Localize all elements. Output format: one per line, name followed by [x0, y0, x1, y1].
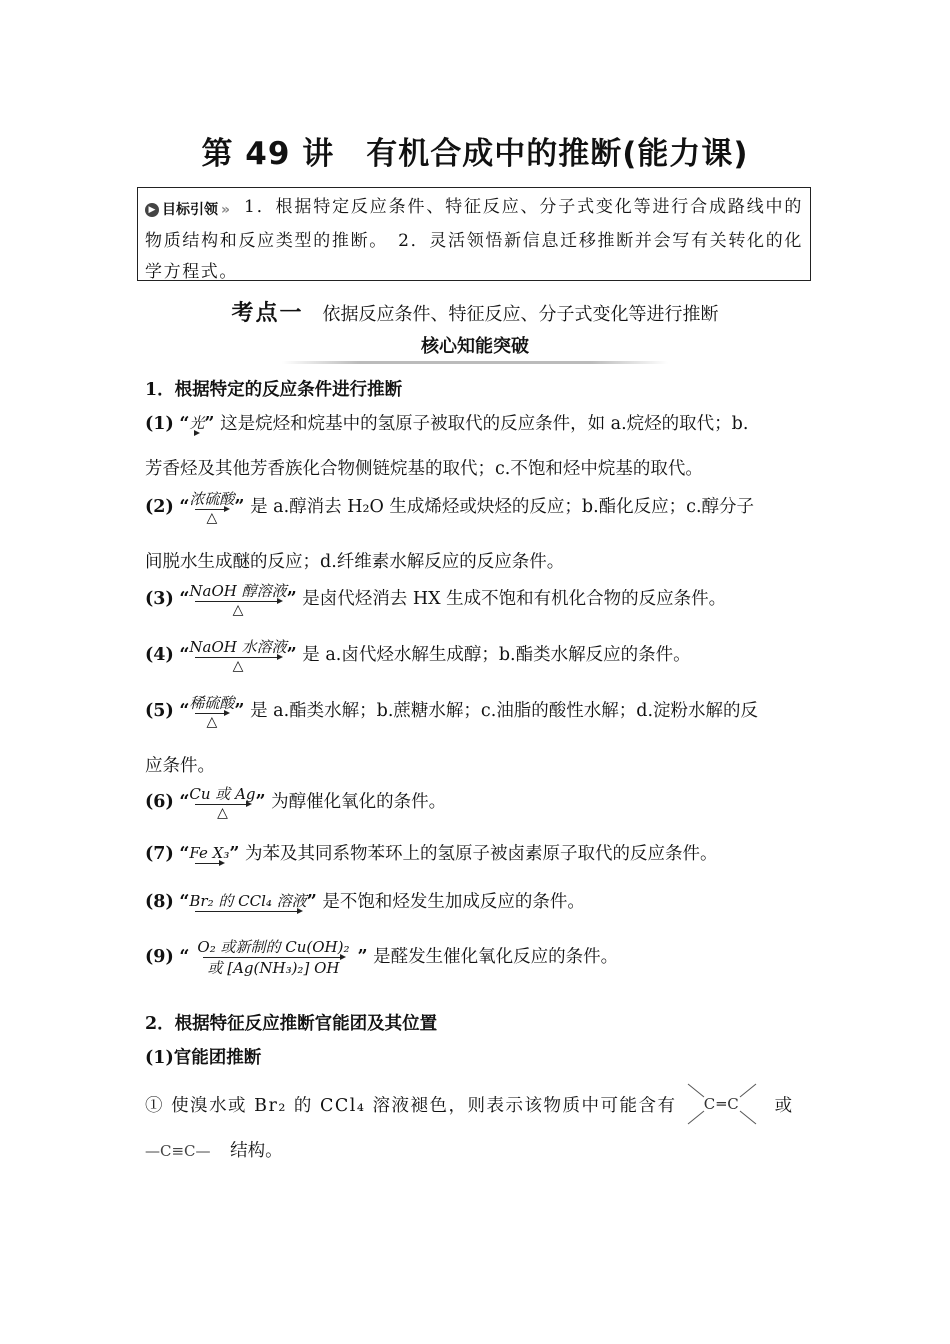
list-item: (7) “ Fe X₃ ” 为苯及其同系物苯环上的氢原子被卤素原子取代的反应条件。 — [145, 844, 718, 864]
list-item: (2) “ 浓硫酸 △ ” 是 a.醇消去 H₂O 生成烯烃或炔烃的反应；b.酯化反应；c.醇分子 — [145, 490, 755, 526]
list-item: (4) “ NaOH 水溶液 △ ” 是 a.卤代烃水解生成醇；b.酯类水解反应的条件。 — [145, 638, 691, 674]
alkyne-structure: —C≡C— — [145, 1142, 211, 1160]
list-item: (3) “ NaOH 醇溶液 △ ” 是卤代烃消去 HX 生成不饱和有机化合物的反应条件。 — [145, 582, 727, 618]
subsection-rule — [282, 361, 668, 364]
alkene-structure — [684, 1080, 760, 1133]
double-chevron-icon: » — [221, 201, 231, 218]
reaction-condition: NaOH 醇溶液 △ — [189, 582, 287, 618]
list-item-continuation: —C≡C— 结构。 — [145, 1141, 283, 1161]
subsection-title: 核心知能突破 — [421, 336, 529, 357]
section-heading — [0, 296, 950, 327]
reaction-condition: 浓硫酸 △ — [189, 490, 235, 526]
list-item-continuation: 应条件。 — [145, 756, 215, 776]
reaction-condition: 光 — [189, 414, 205, 432]
reaction-condition: O₂ 或新制的 Cu(OH)₂ 或 [Ag(NH₃)₂] OH — [197, 938, 350, 977]
page-title: 第 49 讲 有机合成中的推断(能力课) — [201, 136, 749, 172]
list-item-continuation: 间脱水生成醚的反应；d.纤维素水解反应的反应条件。 — [145, 552, 565, 572]
play-icon: ▶ — [145, 203, 159, 217]
section-label: 考点一 — [231, 301, 304, 326]
learning-goal-box — [137, 187, 811, 281]
reaction-condition: Cu 或 Ag △ — [189, 785, 256, 821]
list-item: (1) “ 光 ” 这是烷烃和烷基中的氢原子被取代的反应条件，如 a.烷烃的取代；b. — [145, 414, 749, 434]
goal-tag — [145, 195, 230, 226]
reaction-condition: 稀硫酸 △ — [189, 694, 235, 730]
list-item-continuation: 芳香烃及其他芳香族化合物侧链烷基的取代；c.不饱和烃中烷基的取代。 — [145, 459, 703, 479]
subsection-heading — [282, 332, 668, 364]
part2-subheading: (1)官能团推断 — [145, 1048, 262, 1068]
svg-text:C═C: C═C — [703, 1095, 740, 1113]
part2-heading: 2．根据特征反应推断官能团及其位置 — [145, 1014, 438, 1034]
reaction-condition: Fe X₃ — [189, 844, 230, 862]
goal-text: 1．根据特定反应条件、特征反应、分子式变化等进行合成路线中的物质结构和反应类型的推断。 2．灵活领悟新信息迁移推断并会写有关转化的化学方程式。 — [145, 197, 803, 282]
list-item: (6) “ Cu 或 Ag △ ” 为醇催化氧化的条件。 — [145, 785, 447, 821]
reaction-condition: NaOH 水溶液 △ — [189, 638, 287, 674]
reaction-condition: Br₂ 的 CCl₄ 溶液 — [189, 892, 307, 910]
list-item: (5) “ 稀硫酸 △ ” 是 a.酯类水解；b.蔗糖水解；c.油脂的酸性水解；d.淀粉水解的反 — [145, 694, 759, 730]
section-title: 依据反应条件、特征反应、分子式变化等进行推断 — [322, 304, 719, 325]
list-item: (9) “ O₂ 或新制的 Cu(OH)₂ 或 [Ag(NH₃)₂] OH ” 是醛发生催化氧化反应的条件。 — [145, 938, 619, 977]
list-item: (8) “ Br₂ 的 CCl₄ 溶液 ” 是不饱和烃发生加成反应的条件。 — [145, 892, 585, 912]
part1-heading: 1．根据特定的反应条件进行推断 — [145, 380, 403, 400]
goal-tag-label: 目标引领 — [162, 201, 218, 218]
list-item: ① 使溴水或 Br₂ 的 CCl₄ 溶液褪色，则表示该物质中可能含有 C═C 或 — [145, 1080, 794, 1133]
